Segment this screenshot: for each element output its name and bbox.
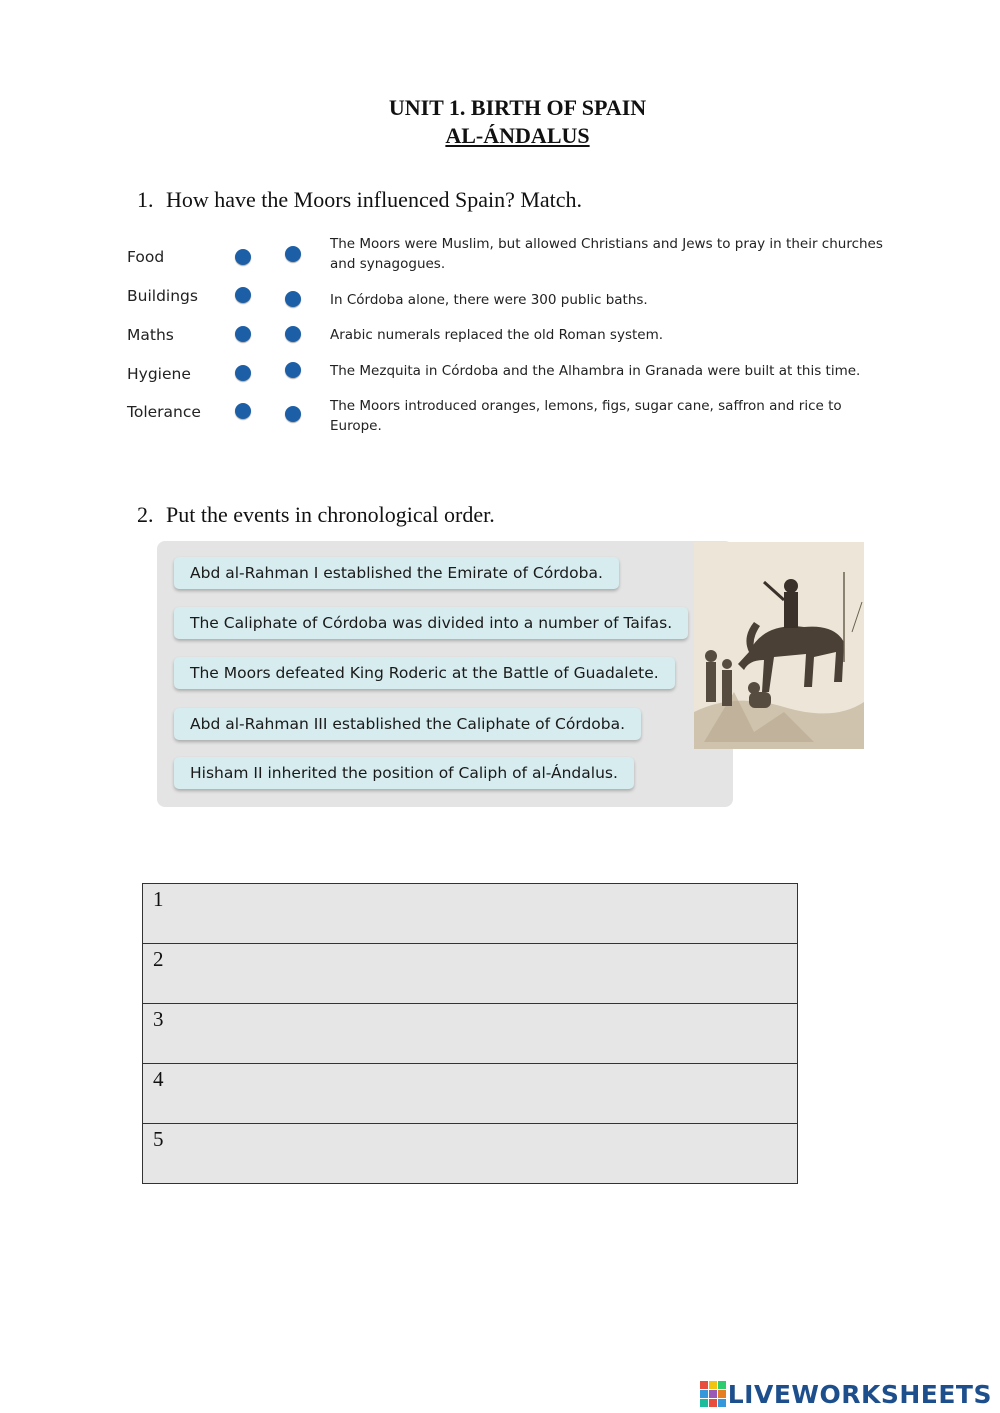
match-right-dot[interactable] — [285, 246, 301, 262]
table-row — [143, 1004, 798, 1064]
answer-slot[interactable]: 4 — [143, 1064, 798, 1124]
event-card[interactable]: Hisham II inherited the position of Caliph of al-Ándalus. — [174, 757, 634, 789]
match-right-dot[interactable] — [285, 326, 301, 342]
question-2-number: 2. — [137, 502, 154, 527]
question-2 — [137, 502, 495, 528]
match-right-buildings: The Mezquita in Córdoba and the Alhambra in Granada were built at this time. — [330, 363, 861, 379]
table-row — [143, 944, 798, 1004]
answer-slot[interactable]: 1 — [143, 884, 798, 944]
page-subtitle: AL-ÁNDALUS — [445, 123, 590, 148]
match-left-dot[interactable] — [235, 403, 251, 419]
answer-table — [142, 883, 798, 1184]
match-right-dot[interactable] — [285, 362, 301, 378]
event-card[interactable]: The Caliphate of Córdoba was divided into a number of Taifas. — [174, 607, 688, 639]
question-2-text: Put the events in chronological order. — [166, 502, 495, 527]
event-card[interactable]: Abd al-Rahman III established the Caliphate of Córdoba. — [174, 708, 641, 740]
match-right-hygiene: In Córdoba alone, there were 300 public baths. — [330, 292, 648, 308]
question-1-text: How have the Moors influenced Spain? Match. — [166, 187, 583, 212]
event-card[interactable]: The Moors defeated King Roderic at the Battle of Guadalete. — [174, 657, 675, 689]
match-right-tolerance: The Moors were Muslim, but allowed Christians and Jews to pray in their churches and synagogues. — [330, 236, 883, 272]
match-left-dot[interactable] — [235, 287, 251, 303]
match-left-dot[interactable] — [235, 249, 251, 265]
question-1 — [137, 187, 582, 213]
table-row — [143, 1064, 798, 1124]
match-right-dot[interactable] — [285, 406, 301, 422]
match-left-buildings: Buildings — [127, 287, 198, 305]
match-right-dot[interactable] — [285, 291, 301, 307]
answer-slot[interactable]: 3 — [143, 1004, 798, 1064]
page-title: UNIT 1. BIRTH OF SPAIN — [388, 95, 647, 120]
logo-text: LIVEWORKSHEETS — [727, 1379, 992, 1409]
table-row — [143, 884, 798, 944]
match-left-maths: Maths — [127, 326, 174, 344]
match-left-dot[interactable] — [235, 365, 251, 381]
historical-illustration — [694, 542, 864, 749]
match-left-food: Food — [127, 248, 165, 266]
match-left-hygiene: Hygiene — [127, 365, 191, 383]
match-right-maths: Arabic numerals replaced the old Roman system. — [330, 327, 664, 343]
table-row — [143, 1124, 798, 1184]
match-left-tolerance: Tolerance — [127, 403, 201, 421]
event-card[interactable]: Abd al-Rahman I established the Emirate of Córdoba. — [174, 557, 619, 589]
answer-slot[interactable]: 2 — [143, 944, 798, 1004]
match-right-food: The Moors introduced oranges, lemons, figs, sugar cane, saffron and rice to Europe. — [330, 398, 842, 434]
rider-sketch-icon — [694, 542, 864, 749]
question-1-number: 1. — [137, 187, 154, 212]
answer-slot[interactable]: 5 — [143, 1124, 798, 1184]
liveworksheets-logo — [700, 1377, 992, 1411]
liveworksheets-logo-icon — [700, 1381, 726, 1407]
match-left-dot[interactable] — [235, 326, 251, 342]
